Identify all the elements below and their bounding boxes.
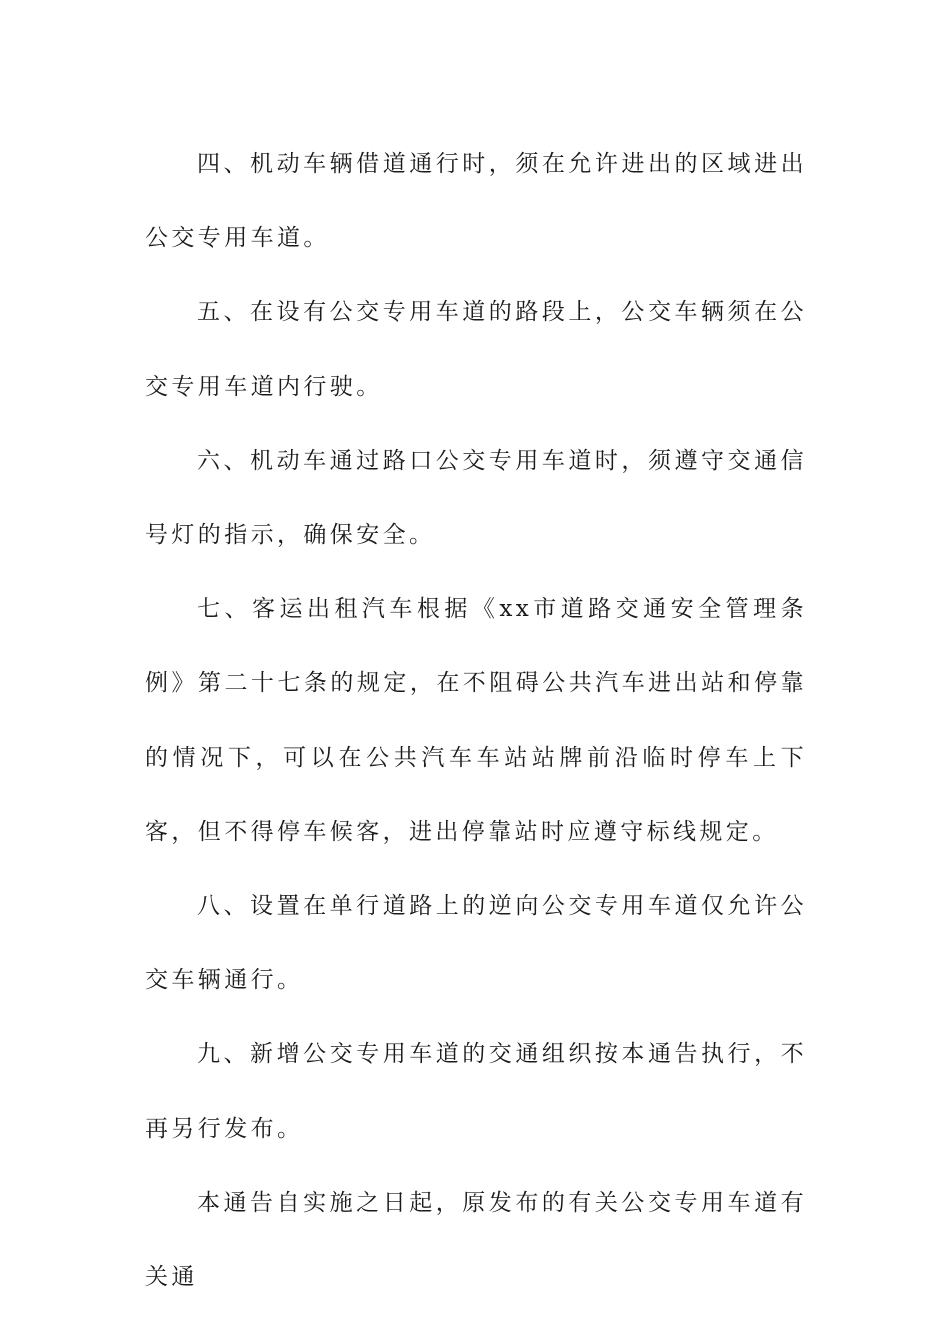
paragraph-4: 四、机动车辆借道通行时，须在允许进出的区域进出公交专用车道。 (145, 151, 807, 252)
paragraph-9: 九、新增公交专用车道的交通组织按本通告执行，不再另行发布。 (145, 1041, 807, 1142)
paragraph-7: 七、客运出租汽车根据《xx市道路交通安全管理条例》第二十七条的规定，在不阻碍公共汽车进出站和停靠的情况下，可以在公共汽车车站站牌前沿临时停车上下客，但不得停车候客，进出停靠站时应遵守标线规定。 (145, 596, 807, 845)
paragraph-6: 六、机动车通过路口公交专用车道时，须遵守交通信号灯的指示，确保安全。 (145, 447, 807, 549)
paragraph-8: 八、设置在单行道路上的逆向公交专用车道仅允许公交车辆通行。 (145, 893, 807, 994)
paragraph-closing: 本通告自实施之日起，原发布的有关公交专用车道有关通 (145, 1189, 807, 1291)
document-body (145, 127, 807, 1314)
paragraph-5: 五、在设有公交专用车道的路段上，公交车辆须在公交专用车道内行驶。 (145, 299, 807, 400)
